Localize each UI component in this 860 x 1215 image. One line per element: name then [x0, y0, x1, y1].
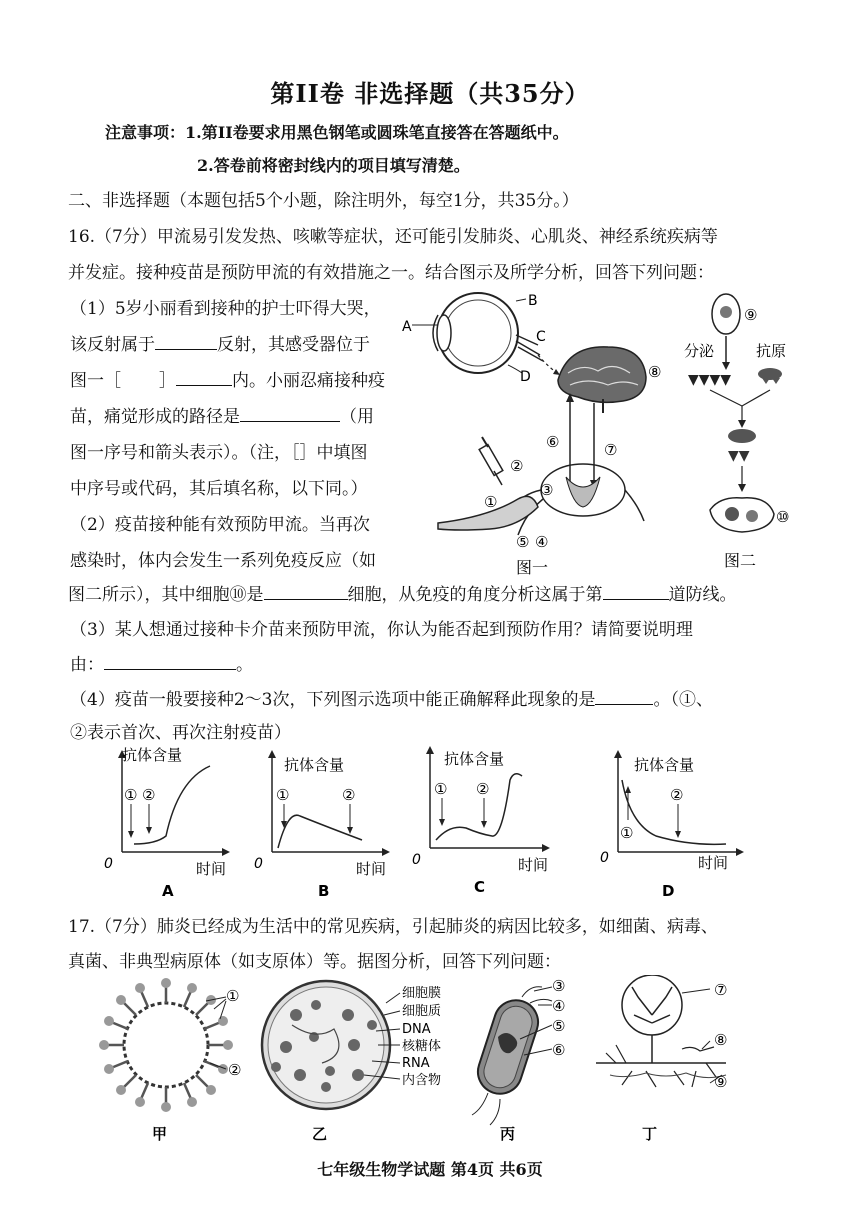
- figure2-caption: 图二: [724, 551, 757, 570]
- answer-blank-reason[interactable]: [104, 653, 236, 670]
- antibody-icons: [688, 372, 731, 388]
- label-6: ⑥: [546, 433, 560, 451]
- bing-label-4: ④: [552, 997, 566, 1015]
- fungus-ding-drawing: [596, 975, 726, 1087]
- yi-label-dna: DNA: [402, 1022, 431, 1037]
- bing-label-5: ⑤: [552, 1017, 566, 1035]
- q16-p4-line1-a: （4）疫苗一般要接种2～3次，下列图示选项中能正确解释此现象的是: [70, 690, 596, 710]
- label-4: ④: [535, 533, 549, 551]
- q16-p2-line3-c: 道防线。: [668, 585, 737, 605]
- section-title: 第II卷 非选择题（共35分）: [270, 79, 590, 108]
- answer-blank-receptor-name[interactable]: [176, 369, 232, 386]
- graph-D-y-label: 抗体含量: [634, 756, 695, 774]
- graph-A: [104, 746, 230, 900]
- graph-D-x-label: 时间: [698, 854, 729, 872]
- graph-C-x-label: 时间: [518, 856, 549, 874]
- graph-C-caption: C: [474, 878, 486, 896]
- graph-C-mark2: ②: [476, 780, 490, 798]
- q16-p2-line3-a: 图二所示），其中细胞⑩是: [68, 585, 264, 605]
- q16-p1-line2-b: 反射，其感受器位于: [217, 335, 370, 355]
- antibody-graphs: [100, 740, 800, 905]
- yi-label-membrane: 细胞膜: [402, 986, 442, 1001]
- bing-label-6: ⑥: [552, 1041, 566, 1059]
- q17-stem-line2: 真菌、非典型病原体（如支原体）等。据图分析，回答下列问题：: [68, 952, 561, 972]
- graph-D: [600, 750, 744, 900]
- q16-p3-line2: [70, 650, 253, 675]
- ding-label-7: ⑦: [714, 981, 728, 999]
- q16-p3-line1: （3）某人想通过接种卡介苗来预防甲流，你认为能否起到预防作用？请简要说明理: [70, 620, 693, 640]
- q16-p1-line3-a: 图一［: [70, 371, 121, 391]
- label-antigen: 抗原: [756, 342, 787, 360]
- phagocyte-cell: [710, 498, 774, 532]
- answer-blank-reflex-type[interactable]: [155, 333, 217, 350]
- figure1-caption: 图一: [516, 558, 549, 577]
- q16-p1-line2-a: 该反射属于: [70, 335, 155, 355]
- label-10: ⑩: [776, 508, 790, 526]
- yi-label-inclusion: 内含物: [402, 1073, 442, 1088]
- graph-D-mark2: ②: [670, 786, 684, 804]
- figure1-reflex-arc: [398, 285, 698, 585]
- q16-stem-line1: 16.（7分）甲流易引发发热、咳嗽等症状，还可能引发肺炎、心肌炎、神经系统疾病等: [68, 227, 718, 247]
- notice-line-1: 注意事项：1.第II卷要求用黑色钢笔或圆珠笔直接答在答题纸中。: [105, 123, 569, 142]
- caption-bing: 丙: [500, 1125, 516, 1143]
- label-A: A: [402, 319, 412, 335]
- answer-blank-defense-line[interactable]: [603, 583, 669, 600]
- graph-B: [254, 750, 390, 900]
- notice-line-2: 2.答卷前将密封线内的项目填写清楚。: [197, 156, 470, 175]
- label-7: ⑦: [604, 441, 618, 459]
- q16-p2-line2: 感染时，体内会发生一系列免疫反应（如: [70, 551, 376, 571]
- graph-C: [412, 746, 550, 896]
- q16-p1-line6: 中序号或代码，其后填名称，以下同。）: [70, 479, 368, 499]
- label-3: ③: [540, 481, 554, 499]
- answer-blank-pain-path[interactable]: [240, 405, 340, 422]
- label-2: ②: [510, 457, 524, 475]
- caption-jia: 甲: [152, 1125, 168, 1143]
- graph-D-caption: D: [662, 882, 675, 900]
- eye-drawing: [412, 293, 543, 373]
- q16-p1-line2: [70, 330, 370, 355]
- antigen-icon: [758, 368, 782, 384]
- figure2-immune-response: [680, 290, 800, 580]
- graph-A-y-label: 抗体含量: [122, 746, 183, 764]
- graph-A-mark2: ②: [142, 786, 156, 804]
- bacterium-bing-drawing: [472, 987, 552, 1125]
- q16-stem-line2: 并发症。接种疫苗是预防甲流的有效措施之一。结合图示及所学分析，回答下列问题：: [68, 263, 714, 283]
- q16-p1-line4-b: （用: [340, 407, 374, 427]
- label-9: ⑨: [744, 306, 758, 324]
- jia-label-1: ①: [226, 987, 240, 1005]
- graph-A-mark1: ①: [124, 786, 138, 804]
- ding-label-9: ⑨: [714, 1073, 728, 1091]
- q16-p2-line3-b: 细胞，从免疫的角度分析这属于第: [347, 585, 603, 605]
- graph-C-origin: 0: [412, 852, 421, 868]
- brain-drawing: [558, 347, 646, 413]
- answer-blank-cell-name[interactable]: [264, 583, 348, 600]
- answer-blank-graph-choice[interactable]: [595, 688, 653, 705]
- graph-A-origin: 0: [104, 856, 113, 872]
- q16-p1-line3-c: 内。小丽忍痛接种疫: [232, 371, 385, 391]
- q16-p4-line1: [70, 685, 713, 710]
- q16-p4-line2: ②表示首次、再次注射疫苗）: [70, 723, 291, 743]
- jia-label-2: ②: [228, 1061, 242, 1079]
- label-5: ⑤: [516, 533, 530, 551]
- yi-label-ribosome: 核糖体: [402, 1039, 442, 1054]
- graph-C-mark1: ①: [434, 780, 448, 798]
- lymphocyte-cell: [712, 294, 740, 334]
- graph-B-origin: 0: [254, 856, 263, 872]
- q16-p4-line1-b: 。（①、: [653, 690, 713, 710]
- svg-text:▼▼▼▼: ▼▼▼▼: [688, 372, 732, 388]
- graph-B-caption: B: [318, 882, 330, 900]
- label-secrete: 分泌: [684, 342, 715, 360]
- label-C: C: [536, 329, 546, 345]
- label-D: D: [520, 369, 531, 385]
- q16-p3-line2-a: 由：: [70, 655, 104, 675]
- mycoplasma-yi-drawing: [262, 981, 400, 1109]
- antigen-antibody-complex: [728, 429, 756, 464]
- graph-B-mark2: ②: [342, 786, 356, 804]
- q16-p2-line1: （2）疫苗接种能有效预防甲流。当再次: [70, 515, 370, 535]
- q16-p1-line4: [70, 402, 374, 427]
- graph-A-x-label: 时间: [196, 860, 227, 878]
- yi-label-cytoplasm: 细胞质: [402, 1004, 442, 1019]
- graph-D-origin: 0: [600, 850, 609, 866]
- part-heading: 二、非选择题（本题包括5个小题，除注明外，每空1分，共35分。）: [68, 191, 579, 211]
- caption-ding: 丁: [642, 1125, 658, 1143]
- svg-text:▼▼: ▼▼: [728, 448, 750, 464]
- ding-label-8: ⑧: [714, 1031, 728, 1049]
- q16-p1-line5: 图一序号和箭头表示）。（注，［］中填图: [70, 443, 368, 463]
- caption-yi: 乙: [312, 1125, 328, 1143]
- graph-A-caption: A: [162, 882, 174, 900]
- q16-p1-line3: [70, 366, 385, 391]
- graph-B-mark1: ①: [276, 786, 290, 804]
- graph-B-y-label: 抗体含量: [284, 756, 345, 774]
- pathogen-figures: [86, 975, 776, 1150]
- q16-p1-line1: （1）5岁小丽看到接种的护士吓得大哭，: [70, 299, 381, 319]
- label-B: B: [528, 293, 538, 309]
- label-8: ⑧: [648, 363, 662, 381]
- virus-jia-drawing: [99, 978, 233, 1112]
- bing-label-3: ③: [552, 977, 566, 995]
- page-footer: 七年级生物学试题 第4页 共6页: [317, 1160, 543, 1179]
- graph-C-y-label: 抗体含量: [444, 750, 505, 768]
- graph-B-x-label: 时间: [356, 860, 387, 878]
- graph-D-mark1: ①: [620, 824, 634, 842]
- q17-stem-line1: 17.（7分）肺炎已经成为生活中的常见疾病，引起肺炎的病因比较多，如细菌、病毒、: [68, 917, 718, 937]
- q16-p3-line2-b: 。: [236, 655, 253, 675]
- syringe-drawing: [479, 437, 503, 485]
- q16-p1-line4-a: 苗，痛觉形成的路径是: [70, 407, 240, 427]
- q16-p1-line3-b: ］: [159, 371, 176, 391]
- yi-label-rna: RNA: [402, 1056, 430, 1071]
- label-1: ①: [484, 493, 498, 511]
